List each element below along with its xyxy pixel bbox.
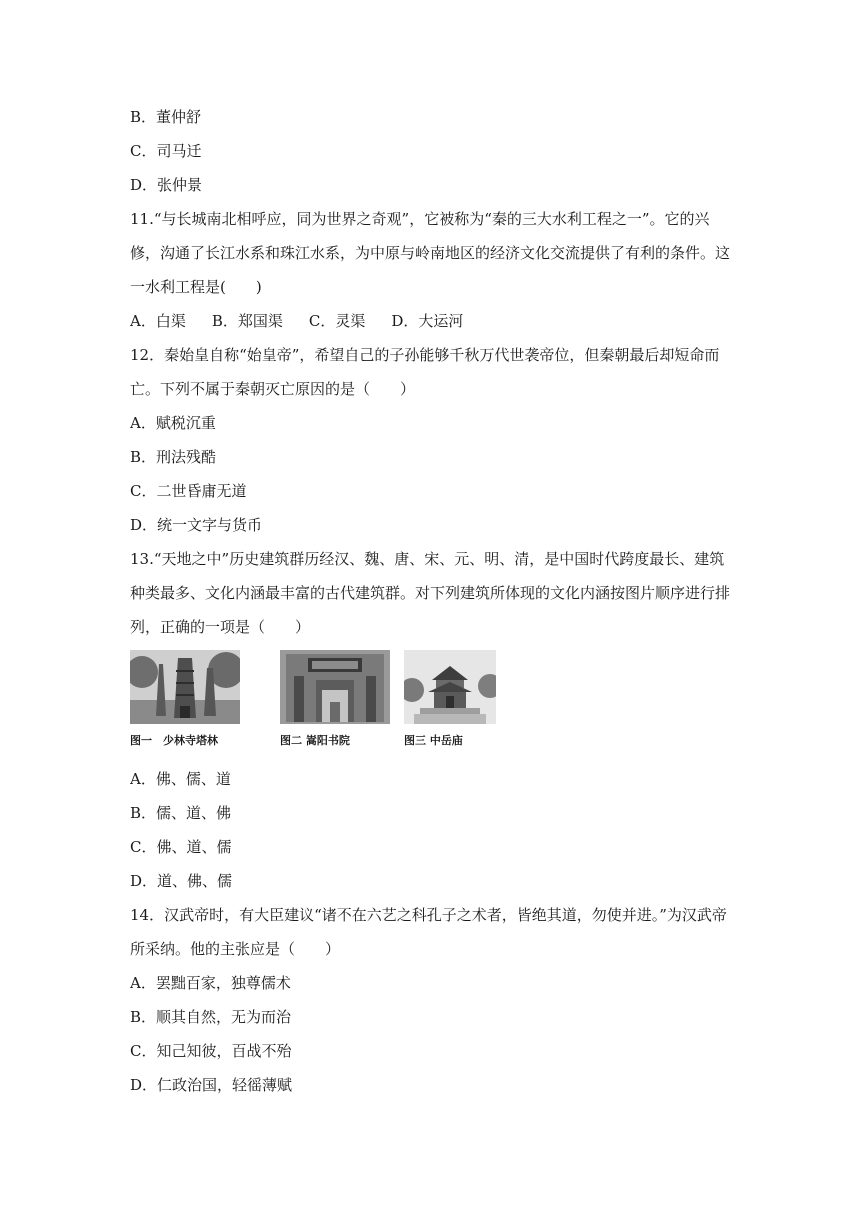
figure-2 — [280, 650, 390, 748]
q10-option-d[interactable]: D．张仲景 — [130, 176, 203, 194]
exam-page — [130, 100, 730, 1102]
q14-option-c[interactable]: C．知己知彼，百战不殆 — [130, 1042, 292, 1060]
q14-option-b[interactable]: B．顺其自然，无为而治 — [130, 1008, 292, 1026]
q12-stem: 12．秦始皇自称“始皇帝”，希望自己的子孙能够千秋万代世袭帝位，但秦朝最后却短命而亡。下列不属于秦朝灭亡原因的是（ ） — [130, 346, 720, 398]
temple-pavilion-photo — [404, 650, 496, 724]
q12-option-b[interactable]: B．刑法残酷 — [130, 448, 217, 466]
academy-gate-photo — [280, 650, 390, 724]
q11-options — [130, 304, 730, 338]
q11-option-b[interactable]: B．郑国渠 — [211, 312, 283, 330]
q14-option-a[interactable]: A．罢黜百家，独尊儒术 — [130, 974, 291, 992]
figure-3-caption: 图三 中岳庙 — [404, 734, 463, 747]
figure-3 — [404, 650, 496, 748]
q13-option-d[interactable]: D．道、佛、儒 — [130, 872, 233, 890]
pagoda-forest-photo — [130, 650, 240, 724]
q13-option-b[interactable]: B．儒、道、佛 — [130, 804, 232, 822]
q11-option-a[interactable]: A．白渠 — [130, 312, 186, 330]
q11-option-d[interactable]: D．大运河 — [391, 312, 464, 330]
q14-option-d[interactable]: D．仁政治国，轻徭薄赋 — [130, 1076, 293, 1094]
q13-stem: 13.“天地之中”历史建筑群历经汉、魏、唐、宋、元、明、清，是中国时代跨度最长、建筑种类最多、文化内涵最丰富的古代建筑群。对下列建筑所体现的文化内涵按图片顺序进行排列，正确的一项是（ ） — [130, 550, 731, 636]
q13-figures — [130, 650, 730, 762]
figure-2-caption: 图二 嵩阳书院 — [280, 734, 350, 747]
q11-stem: 11.“与长城南北相呼应，同为世界之奇观”，它被称为“秦的三大水利工程之一”。它的兴修，沟通了长江水系和珠江水系，为中原与岭南地区的经济文化交流提供了有利的条件。这一水利工程是( ) — [130, 210, 731, 296]
figure-1-caption: 图一 少林寺塔林 — [130, 734, 218, 747]
q10-option-c[interactable]: C．司马迁 — [130, 142, 202, 160]
q12-option-a[interactable]: A．赋税沉重 — [130, 414, 216, 432]
figure-1 — [130, 650, 240, 748]
q13-option-a[interactable]: A．佛、儒、道 — [130, 770, 231, 788]
q12-option-c[interactable]: C．二世昏庸无道 — [130, 482, 247, 500]
q10-option-b[interactable]: B．董仲舒 — [130, 108, 202, 126]
q12-option-d[interactable]: D．统一文字与货币 — [130, 516, 263, 534]
q11-option-c[interactable]: C．灵渠 — [308, 312, 366, 330]
q13-option-c[interactable]: C．佛、道、儒 — [130, 838, 232, 856]
q14-stem: 14．汉武帝时，有大臣建议“诸不在六艺之科孔子之术者，皆绝其道，勿使并进。”为汉武帝所采纳。他的主张应是（ ） — [130, 906, 727, 958]
